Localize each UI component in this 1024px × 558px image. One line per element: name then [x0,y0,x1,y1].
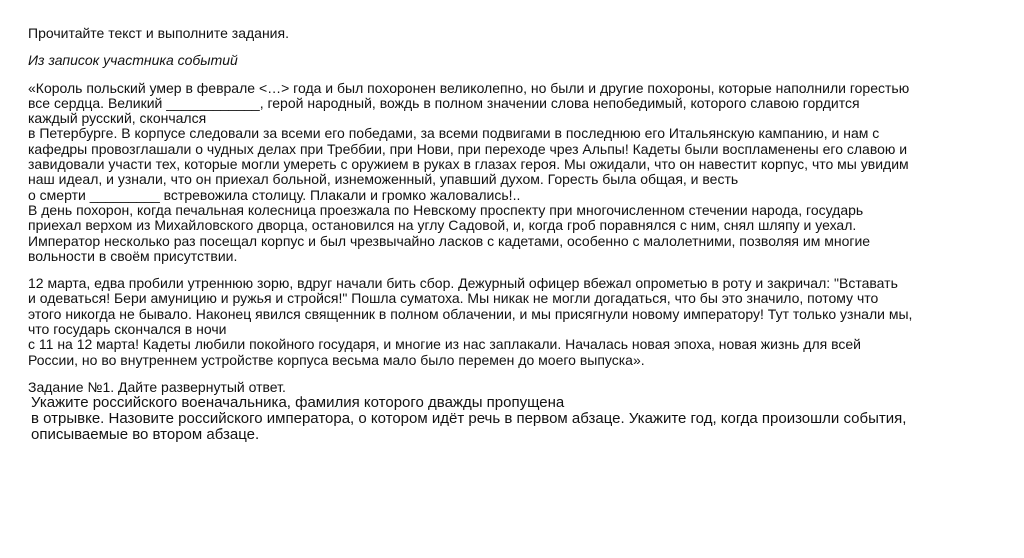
source-caption: Из записок участника событий [28,52,238,69]
text-line: кафедры провозглашали о чудных делах при Треббии, при Нови, при переходе чрез Альпы! Кадеты были воспламенены его славою и [28,140,908,157]
text-line: все сердца. Великий ____________, герой народный, вождь в полном значении слова непобедимый, которого славою гордится [28,94,860,111]
task-line: в отрывке. Назовите российского императора, о котором идёт речь в первом абзаце. Укажите год, когда произошли события, [31,410,907,428]
text-line: В день похорон, когда печальная колесница проезжала по Невскому проспекту при многочисленном стечении народа, государь [28,201,864,218]
text-line: каждый русский, скончался [28,110,207,127]
text-line: с 11 на 12 марта! Кадеты любили покойного государя, и многие из нас заплакали. Началась новая эпоха, новая жизнь для всей [28,336,861,353]
text-line: «Король польский умер в феврале <…> года и был похоронен великолепно, но были и другие похороны, которые наполнили горестью [28,79,910,96]
text-line: 12 марта, едва пробили утреннюю зорю, вдруг начали бить сбор. Дежурный офицер вбежал опрометью в роту и закричал: "Вставать [28,275,898,292]
text-line: в Петербурге. В корпусе следовали за всеми его победами, за всеми подвигами в последнюю его Итальянскую кампанию, и нам с [28,125,880,142]
task-line: Укажите российского военачальника, фамилия которого дважды пропущена [31,394,565,412]
document-page [28,26,1000,443]
text-line: России, но во внутреннем устройстве корпуса весьма мало было перемен до моего выпуска». [28,351,645,368]
text-line: наш идеал, и узнали, что он приехал больной, изнеможенный, упавший духом. Горесть была общая, и весть [28,171,739,188]
text-line: завидовали участи тех, которые могли умереть с оружием в руках в глазах героя. Мы ожидали, что он навестит корпус, что мы увидим [28,156,909,173]
paragraph-2 [28,276,1000,368]
instructions: Прочитайте текст и выполните задания. [28,25,289,41]
text-line: приехал верхом из Михайловского дворца, остановился на углу Садовой, и, когда гроб поравнялся с ним, снял шляпу и уехал. [28,217,857,234]
task-body [31,395,1000,442]
text-line: этого никогда не бывало. Наконец явился священник в полном облачении, и мы присягнули новому императору! Тут только узнали мы, [28,305,913,322]
text-line: Император несколько раз посещал корпус и был чрезвычайно ласков с кадетами, особенно с малолетними, позволяя им многие [28,232,871,249]
paragraph-1 [28,81,1000,265]
text-line: что государь скончался в ночи [28,321,227,338]
task-title: Задание №1. Дайте развернутый ответ. [28,378,286,395]
text-line: и одеваться! Бери амуницию и ружья и стройся!" Пошла суматоха. Мы никак не могли догадаться, что бы это значило, потому что [28,290,879,307]
task-line: описываемые во втором абзаце. [31,425,260,443]
text-line: вольности в своём присутствии. [28,247,238,264]
text-line: о смерти _________ встревожила столицу. Плакали и громко жаловались!.. [28,186,521,203]
